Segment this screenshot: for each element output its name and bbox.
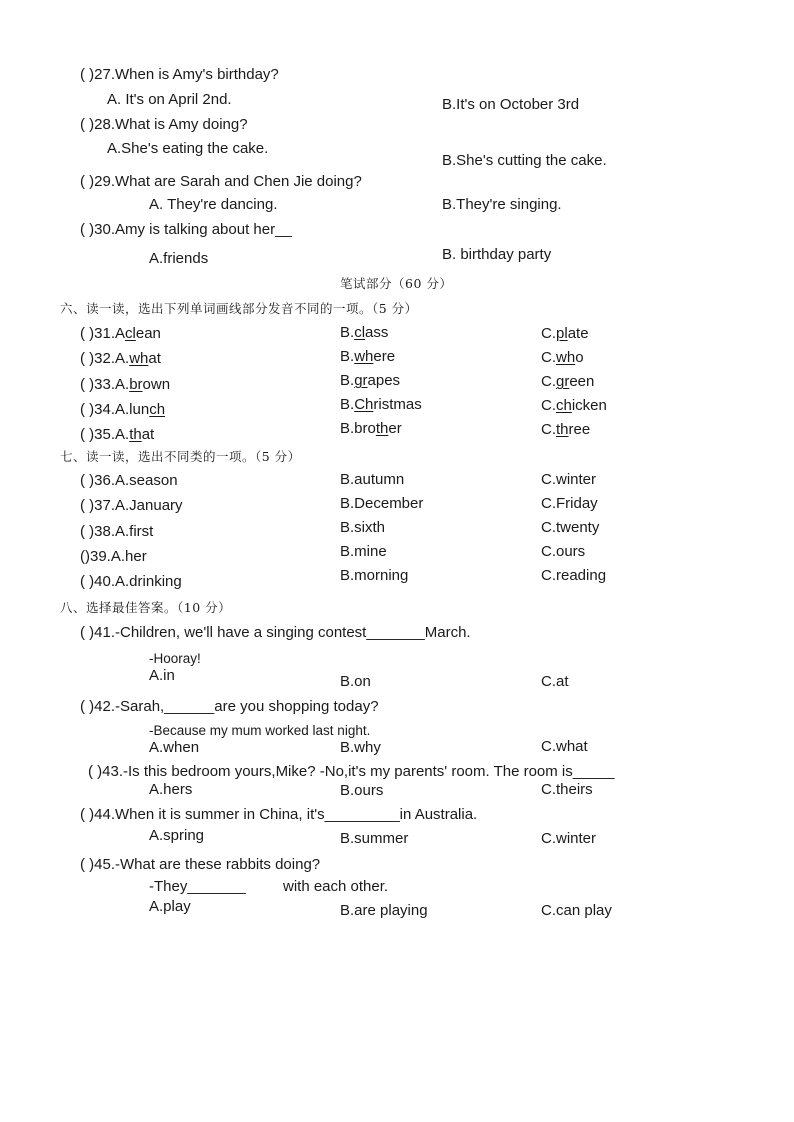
question-29-option-a: A. They're dancing. xyxy=(149,196,278,213)
question-33-option-b: B.grapes xyxy=(340,372,401,389)
question-43-option-b: B.ours xyxy=(340,782,384,799)
question-41-option-c: C.at xyxy=(541,673,569,690)
question-45-option-b: B.are playing xyxy=(340,902,428,919)
question-45-option-a: A.play xyxy=(149,898,191,915)
section-6-title: 六、读一读，选出下列单词画线部分发音不同的一项。（5 分） xyxy=(60,301,418,316)
question-39-option-a: ()39.A.her xyxy=(80,548,147,565)
question-43-option-a: A.hers xyxy=(149,781,193,798)
question-42-reply: -Because my mum worked last night. xyxy=(149,723,371,738)
question-42-option-c: C.what xyxy=(541,738,588,755)
question-43-option-c: C.theirs xyxy=(541,781,593,798)
question-41-option-b: B.on xyxy=(340,673,371,690)
question-37-option-a: ( )37.A.January xyxy=(80,497,183,514)
question-37-option-c: C.Friday xyxy=(541,495,598,512)
question-41-stem: ( )41.-Children, we'll have a singing contest_______March. xyxy=(80,624,471,641)
section-8-title: 八、选择最佳答案。（10 分） xyxy=(60,600,232,615)
question-44-option-c: C.winter xyxy=(541,830,597,847)
question-28-stem: ( )28.What is Amy doing? xyxy=(80,116,248,133)
section-7-title: 七、读一读，选出不同类的一项。（5 分） xyxy=(60,449,301,464)
question-40-option-a: ( )40.A.drinking xyxy=(80,573,182,590)
question-44-option-b: B.summer xyxy=(340,830,409,847)
question-36-option-a: ( )36.A.season xyxy=(80,472,178,489)
question-34-option-c: C.chicken xyxy=(541,397,607,414)
question-29-stem: ( )29.What are Sarah and Chen Jie doing? xyxy=(80,173,362,190)
question-33-option-a: ( )33.A.brown xyxy=(80,376,171,393)
question-39-option-b: B.mine xyxy=(340,543,387,560)
question-44-option-a: A.spring xyxy=(149,827,205,844)
question-45-reply-end: with each other. xyxy=(283,878,389,895)
question-31-option-c: C.plate xyxy=(541,325,589,342)
question-31-option-b: B.class xyxy=(340,324,389,341)
question-27-option-a: A. It's on April 2nd. xyxy=(107,91,232,108)
question-41-reply: -Hooray! xyxy=(149,651,201,666)
question-30-option-b: B. birthday party xyxy=(442,246,552,263)
question-35-option-c: C.three xyxy=(541,421,591,438)
written-part-title: 笔试部分（60 分） xyxy=(340,276,453,291)
question-38-option-b: B.sixth xyxy=(340,519,386,536)
question-38-option-c: C.twenty xyxy=(541,519,600,536)
question-31-option-a: ( )31.Aclean xyxy=(80,325,161,342)
question-33-option-c: C.green xyxy=(541,373,595,390)
question-36-option-c: C.winter xyxy=(541,471,597,488)
question-32-option-a: ( )32.A.what xyxy=(80,350,161,367)
question-45-stem: ( )45.-What are these rabbits doing? xyxy=(80,856,321,873)
question-28-option-a: A.She's eating the cake. xyxy=(107,140,269,157)
question-42-option-b: B.why xyxy=(340,739,381,756)
question-28-option-b: B.She's cutting the cake. xyxy=(442,152,607,169)
question-44-stem: ( )44.When it is summer in China, it's_________in Australia. xyxy=(80,806,478,823)
question-27-option-b: B.It's on October 3rd xyxy=(442,96,580,113)
question-42-option-a: A.when xyxy=(149,739,200,756)
question-34-option-a: ( )34.A.lunch xyxy=(80,401,166,418)
question-40-option-b: B.morning xyxy=(340,567,409,584)
question-40-option-c: C.reading xyxy=(541,567,607,584)
question-30-option-a: A.friends xyxy=(149,250,209,267)
question-32-option-c: C.who xyxy=(541,349,584,366)
question-41-option-a: A.in xyxy=(149,667,175,684)
question-29-option-b: B.They're singing. xyxy=(442,196,562,213)
question-43-stem: ( )43.-Is this bedroom yours,Mike? -No,it's my parents' room. The room is_____ xyxy=(88,763,615,780)
question-34-option-b: B.Christmas xyxy=(340,396,422,413)
question-37-option-b: B.December xyxy=(340,495,424,512)
question-27-stem: ( )27.When is Amy's birthday? xyxy=(80,66,279,83)
question-38-option-a: ( )38.A.first xyxy=(80,523,154,540)
question-42-stem: ( )42.-Sarah,______are you shopping today? xyxy=(80,698,379,715)
question-35-option-a: ( )35.A.that xyxy=(80,426,155,443)
question-32-option-b: B.where xyxy=(340,348,396,365)
question-36-option-b: B.autumn xyxy=(340,471,405,488)
question-45-reply-start: -They_______ xyxy=(149,878,246,895)
question-35-option-b: B.brother xyxy=(340,420,402,437)
question-45-option-c: C.can play xyxy=(541,902,612,919)
question-30-stem: ( )30.Amy is talking about her__ xyxy=(80,221,292,238)
question-39-option-c: C.ours xyxy=(541,543,586,560)
